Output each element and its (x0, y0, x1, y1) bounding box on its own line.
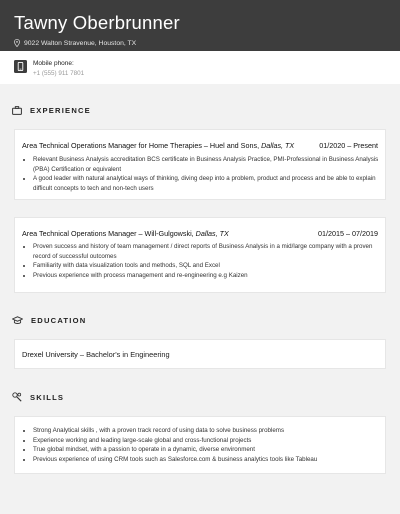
list-item: • Previous experience with process management and re-engineering e.g Kaizen (33, 271, 379, 281)
job-role: Area Technical Operations Manager (22, 229, 137, 238)
education-line (22, 350, 170, 359)
phone-icon (14, 60, 27, 73)
job-role: Area Technical Operations Manager for Home Therapies (22, 141, 202, 150)
job-employer: – Huel and Sons, (201, 141, 262, 150)
resume-header (0, 0, 400, 51)
degree: – Bachelor's in Engineering (77, 350, 170, 359)
experience-card-1 (14, 129, 386, 200)
job-dates: 01/2015 – 07/2019 (318, 229, 378, 238)
skills-heading: SKILLS (12, 392, 64, 402)
address-line (14, 39, 136, 47)
list-item: • Proven success and history of team management / direct reports of Business Analysis in a mid/large company with a proven record of successful outcomes (33, 242, 379, 261)
list-item: • Familiarity with data visualization tools and methods, SQL and Excel (33, 261, 379, 271)
list-item: • True global mindset, with a passion to operate in a dynamic, diverse environment (33, 445, 379, 455)
graduation-cap-icon (12, 316, 23, 325)
list-item: • Previous experience of using CRM tools such as Salesforce.com & business analytics tools like Tableau (33, 455, 379, 465)
job-location: Dallas, TX (195, 229, 229, 238)
tools-icon (12, 392, 22, 402)
address-text: 9022 Walton Stravenue, Houston, TX (24, 39, 137, 47)
experience-card-2 (14, 217, 386, 293)
job-location: Dallas, TX (261, 141, 295, 150)
phone-label: Mobile phone: (33, 59, 74, 67)
contact-bar (0, 51, 400, 84)
list-item: • Strong Analytical skills , with a proven track record of using data to solve business problems (33, 426, 379, 436)
experience-heading: EXPERIENCE (12, 106, 91, 115)
education-card (14, 339, 386, 369)
list-item: • A good leader with natural analytical ways of thinking, diving deep into a problem, product and process and be able to explain difficult concepts to tech and non-tech users (33, 174, 379, 193)
skills-card (14, 416, 386, 474)
candidate-name: Tawny Oberbrunner (14, 12, 180, 33)
school-name: Drexel University (22, 350, 78, 359)
list-item: • Experience working and leading large-scale global and cross-functional projects (33, 436, 379, 446)
list-item: • Relevant Business Analysis accreditation BCS certificate in Business Analysis Practice, PMI-Professional in Business Analysis (PBA) Certification or equivalent (33, 155, 379, 174)
skills-list (22, 426, 379, 464)
job-title-line (22, 141, 294, 150)
job-dates: 01/2020 – Present (319, 141, 378, 150)
job-title-line (22, 229, 229, 238)
location-pin-icon (14, 39, 20, 47)
briefcase-icon (12, 106, 22, 115)
phone-number: +1 (555) 911 7801 (33, 69, 85, 77)
education-heading: EDUCATION (12, 316, 86, 325)
job-bullets (22, 155, 379, 193)
job-employer: – Will-Gulgowski, (136, 229, 196, 238)
job-bullets (22, 242, 379, 280)
